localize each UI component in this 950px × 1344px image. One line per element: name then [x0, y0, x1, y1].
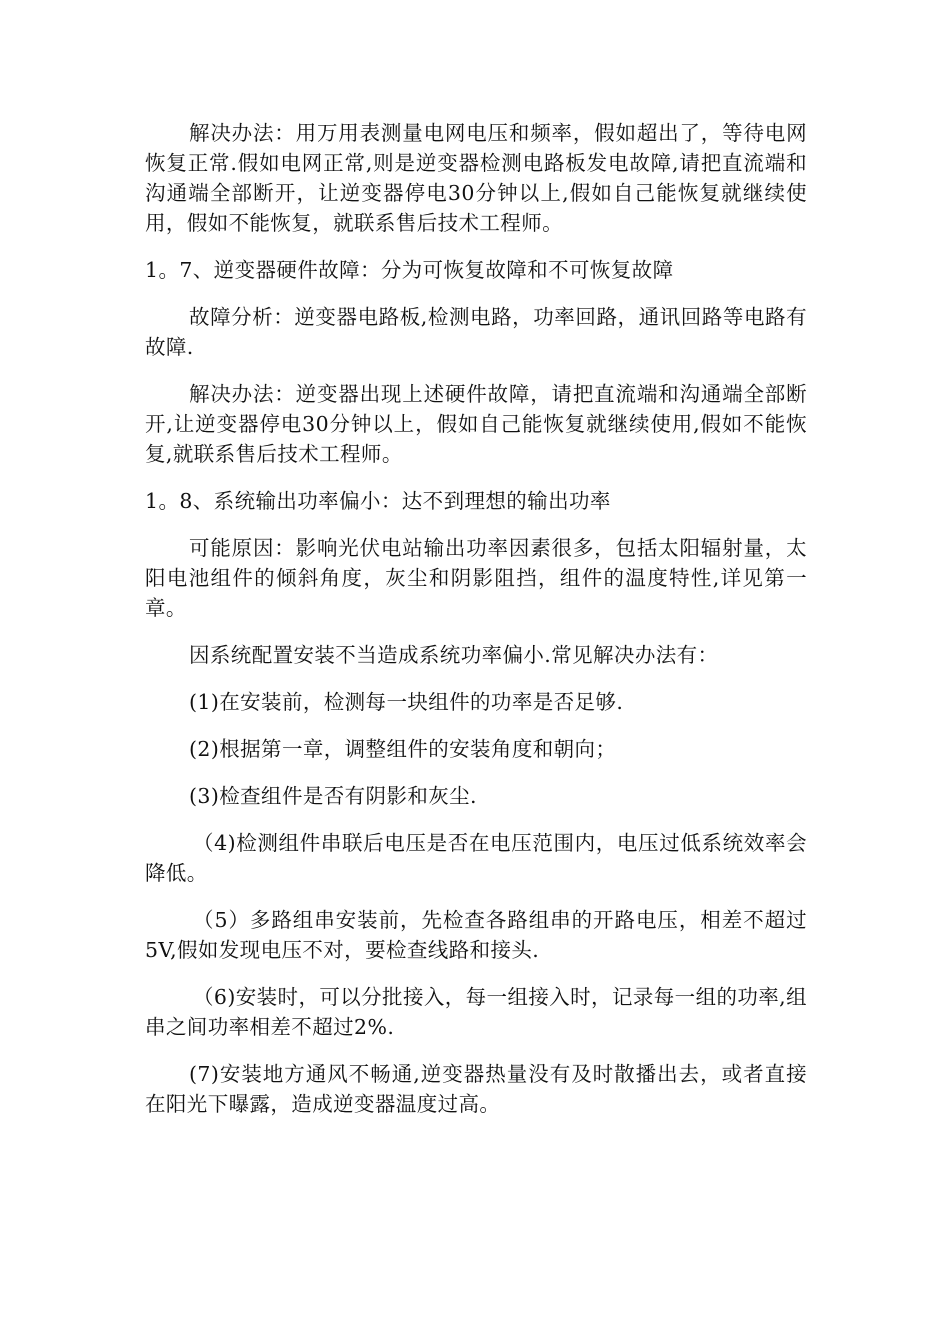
list-item-6: （6)安装时，可以分批接入，每一组接入时，记录每一组的功率,组串之间功率相差不超过2%.	[145, 985, 807, 1039]
list-item-5: （5）多路组串安装前，先检查各路组串的开路电压，相差不超过5V,假如发现电压不对，要检查线路和接头.	[145, 908, 807, 962]
list-item-7: (7)安装地方通风不畅通,逆变器热量没有及时散播出去，或者直接在阳光下曝露，造成逆变器温度过高。	[145, 1062, 807, 1116]
paragraph-possible-causes: 可能原因：影响光伏电站输出功率因素很多，包括太阳辐射量，太阳电池组件的倾斜角度，灰尘和阴影阻挡，组件的温度特性,详见第一章。	[145, 536, 807, 620]
list-item-3: (3)检查组件是否有阴影和灰尘.	[189, 784, 477, 808]
list-item-4: （4)检测组件串联后电压是否在电压范围内，电压过低系统效率会降低。	[145, 831, 807, 885]
paragraph-solution-grid: 解决办法：用万用表测量电网电压和频率，假如超出了，等待电网恢复正常.假如电网正常,则是逆变器检测电路板发电故障,请把直流端和沟通端全部断开，让逆变器停电30分钟以上,假如自己能恢复就继续使用，假如不能恢复，就联系售后技术工程师。	[145, 121, 807, 235]
paragraph-fault-analysis: 故障分析：逆变器电路板,检测电路，功率回路，通讯回路等电路有故障.	[145, 305, 807, 359]
list-item-2: (2)根据第一章，调整组件的安装角度和朝向；	[189, 737, 617, 761]
heading-low-output-power: 1。8、系统输出功率偏小：达不到理想的输出功率	[145, 489, 611, 513]
document-page	[145, 118, 807, 1136]
paragraph-solution-hardware: 解决办法：逆变器出现上述硬件故障，请把直流端和沟通端全部断开,让逆变器停电30分钟以上，假如自己能恢复就继续使用,假如不能恢复,就联系售后技术工程师。	[145, 382, 807, 466]
heading-hardware-fault: 1。7、逆变器硬件故障：分为可恢复故障和不可恢复故障	[145, 258, 674, 282]
list-item-1: (1)在安装前，检测每一块组件的功率是否足够.	[189, 690, 624, 714]
paragraph-common-solutions: 因系统配置安装不当造成系统功率偏小.常见解决办法有：	[189, 643, 719, 667]
